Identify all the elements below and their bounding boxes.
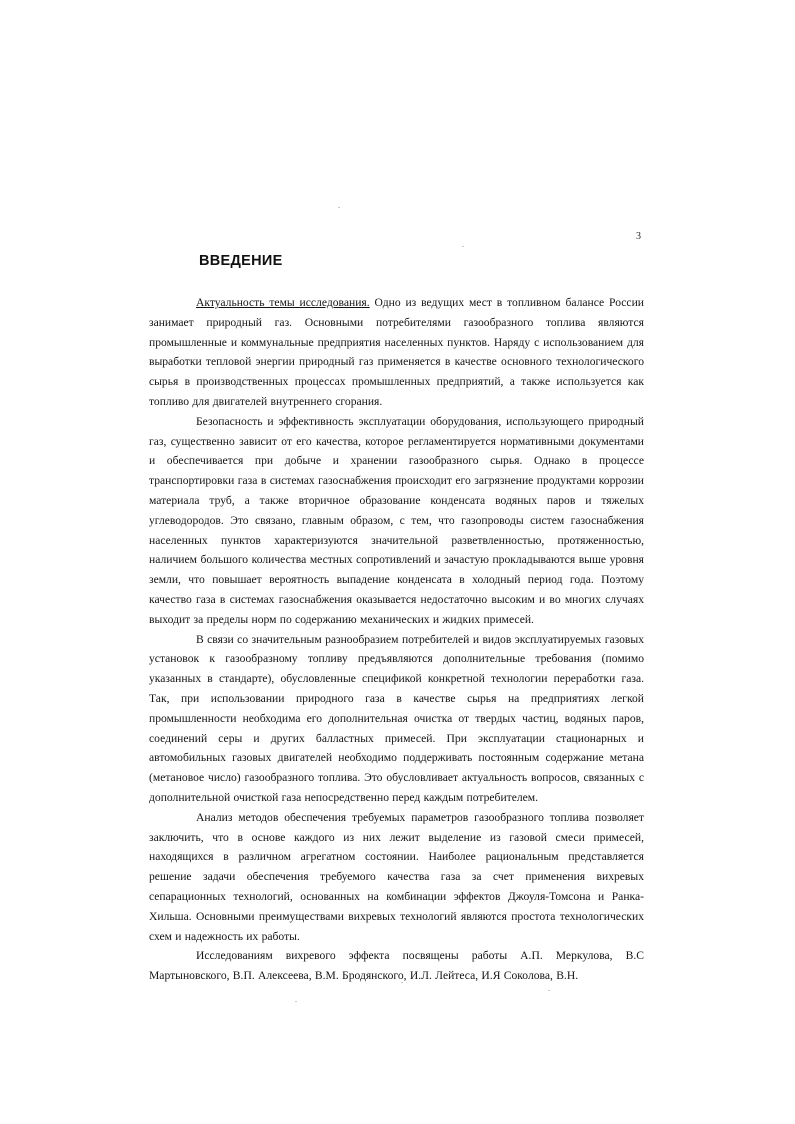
paragraph-consumers: В связи со значительным разнообразием потребителей и видов эксплуатируемых газовых установок к газообразному топливу предъявляются дополнительные требования (помимо указанных в стандарте), обусловленные спецификой конкретной технологии переработки газа. Так, при использовании природного газа в качестве сырья на предприятиях легкой промышленности необходима его дополнительная очистка от твердых частиц, водяных паров, соединений серы и других балластных примесей. При эксплуатации стационарных и автомобильных газовых двигателей необходимо поддерживать постоянным содержание метана (метановое число) газообразного топлива. Это обусловливает актуальность вопросов, связанных с дополнительной очисткой газа непосредственно перед каждым потребителем.: [149, 632, 644, 804]
paragraph-research: Исследованиям вихревого эффекта посвящены работы А.П. Меркулова, В.С Мартыновского, В.П. Алексеева, В.М. Бродянского, И.Л. Лейтеса, И.Я Соколова, В.Н.: [149, 949, 644, 983]
paragraph-analysis: Анализ методов обеспечения требуемых параметров газообразного топлива позволяет заключить, что в основе каждого из них лежит выделение из газовой смеси примесей, находящихся в различном агрегатном состоянии. Наиболее рациональным представляется решение задачи обеспечения требуемого качества газа за счет применения вихревых сепарационных технологий, основанных на комбинации эффектов Джоуля-Томсона и Ранка-Хильша. Основными преимуществами вихревых технологий являются простота технологических схем и надежность их работы.: [149, 810, 644, 943]
page-number: 3: [636, 231, 641, 242]
relevance-lead: Актуальность темы исследования.: [196, 296, 370, 309]
paragraph-text: Одно из ведущих мест в топливном балансе России занимает природный газ. Основными потребителями газообразного топлива являются промышленные и коммунальные предприятия населенных пунктов. Наряду с использованием для выработки тепловой энергии природный газ применяется в качестве основного технологического сырья в производственных процессах промышленных предприятий, а также используется как топливо для двигателей внутреннего сгорания.: [149, 296, 644, 408]
body-text: [149, 293, 644, 986]
section-heading: ВВЕДЕНИЕ: [199, 253, 283, 269]
paragraph-safety: Безопасность и эффективность эксплуатации оборудования, использующего природный газ, существенно зависит от его качества, которое регламентируется нормативными документами и обеспечивается при добыче и хранении газообразного сырья. Однако в процессе транспортировки газа в системах газоснабжения происходит его загрязнение продуктами коррозии материала труб, а также вторичное образование конденсата водяных паров и тяжелых углеводородов. Это связано, главным образом, с тем, что газопроводы систем газоснабжения населенных пунктов характеризуются значительной разветвленностью, протяженностью, наличием большого количества местных сопротивлений и зачастую прокладываются выше уровня земли, что повышает вероятность выпадение конденсата в холодный период года. Поэтому качество газа в системах газоснабжения оказывается недостаточно высоким и во многих случаях выходит за пределы норм по содержанию механических и жидких примесей.: [149, 414, 644, 626]
paragraph-relevance: [149, 293, 644, 412]
